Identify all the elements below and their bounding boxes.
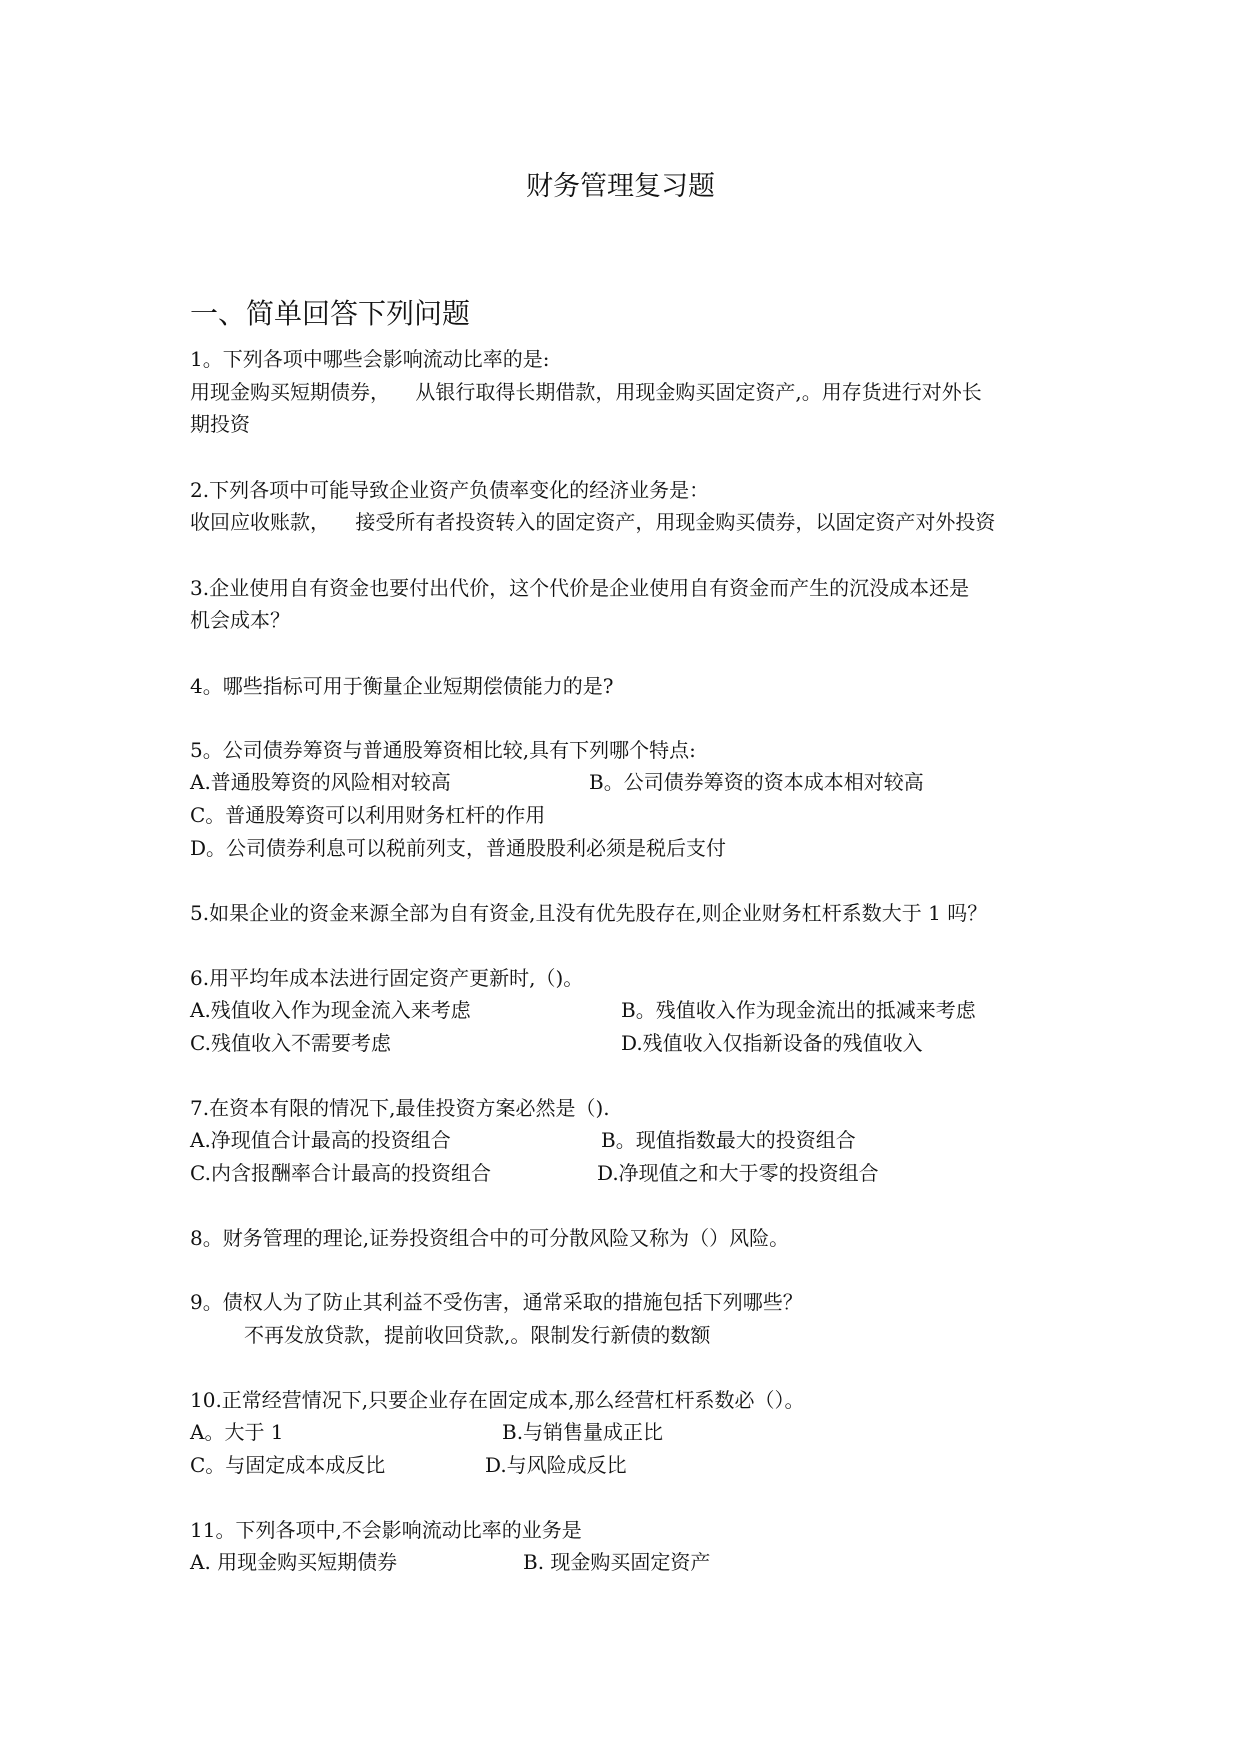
- question-10-option-c: C。与固定成本成反比: [190, 1453, 386, 1477]
- question-6-option-b: B。残值收入作为现金流出的抵减来考虑: [621, 998, 976, 1022]
- question-7-prompt: 7.在资本有限的情况下,最佳投资方案必然是（).: [190, 1096, 610, 1120]
- question-1-text-line-2: 期投资: [190, 412, 250, 436]
- question-3-text-line-2: 机会成本？: [190, 608, 290, 632]
- question-9-prompt: 9。债权人为了防止其利益不受伤害，通常采取的措施包括下列哪些？: [190, 1290, 803, 1314]
- question-10-option-b: B.与销售量成正比: [502, 1420, 664, 1444]
- question-4-prompt: 4。哪些指标可用于衡量企业短期偿债能力的是?: [190, 674, 614, 698]
- question-11-prompt: 11。下列各项中,不会影响流动比率的业务是: [190, 1518, 582, 1542]
- question-11-option-b: B. 现金购买固定资产: [523, 1550, 711, 1574]
- question-5b-prompt: 5.如果企业的资金来源全部为自有资金,且没有优先股存在,则企业财务杠杆系数大于 1 吗？: [190, 901, 988, 925]
- question-6-prompt: 6.用平均年成本法进行固定资产更新时,（)。: [190, 966, 584, 990]
- question-2-text-line-1: 收回应收账款， 接受所有者投资转入的固定资产，用现金购买债券，以固定资产对外投资: [190, 510, 996, 534]
- question-6-option-c: C.残值收入不需要考虑: [190, 1031, 391, 1055]
- question-5a-option-b: B。公司债券筹资的资本成本相对较高: [589, 770, 924, 794]
- question-11-option-a: A. 用现金购买短期债券: [190, 1550, 398, 1574]
- question-1-text-line-1: 用现金购买短期债券， 从银行取得长期借款，用现金购买固定资产,。用存货进行对外长: [190, 380, 982, 404]
- question-3-text-line-1: 3.企业使用自有资金也要付出代价，这个代价是企业使用自有资金而产生的沉没成本还是: [190, 576, 970, 600]
- question-10-prompt: 10.正常经营情况下,只要企业存在固定成本,那么经营杠杆系数必（）。: [190, 1388, 805, 1412]
- question-7-option-d: D.净现值之和大于零的投资组合: [597, 1161, 879, 1185]
- question-7-option-b: B。现值指数最大的投资组合: [601, 1128, 856, 1152]
- question-6-option-a: A.残值收入作为现金流入来考虑: [190, 998, 471, 1022]
- question-5a-prompt: 5。公司债券筹资与普通股筹资相比较,具有下列哪个特点:: [190, 738, 696, 762]
- section-heading: 一、简单回答下列问题: [190, 297, 471, 330]
- question-7-option-a: A.净现值合计最高的投资组合: [190, 1128, 451, 1152]
- document-title: 财务管理复习题: [526, 171, 715, 202]
- question-7-option-c: C.内含报酬率合计最高的投资组合: [190, 1161, 491, 1185]
- question-5a-option-c: C。普通股筹资可以利用财务杠杆的作用: [190, 803, 546, 827]
- question-6-option-d: D.残值收入仅指新设备的残值收入: [621, 1031, 923, 1055]
- question-1-prompt: 1。下列各项中哪些会影响流动比率的是:: [190, 347, 550, 371]
- question-5a-option-a: A.普通股筹资的风险相对较高: [190, 770, 451, 794]
- question-5a-option-d: D。公司债券利息可以税前列支，普通股股利必须是税后支付: [190, 836, 727, 860]
- question-9-text-line-1: 不再发放贷款，提前收回贷款,。限制发行新债的数额: [244, 1323, 711, 1347]
- question-8-prompt: 8。财务管理的理论,证券投资组合中的可分散风险又称为（）风险。: [190, 1226, 790, 1250]
- question-10-option-d: D.与风险成反比: [485, 1453, 627, 1477]
- question-2-prompt: 2.下列各项中可能导致企业资产负债率变化的经济业务是：: [190, 478, 710, 502]
- question-10-option-a: A。大于 1: [190, 1420, 284, 1444]
